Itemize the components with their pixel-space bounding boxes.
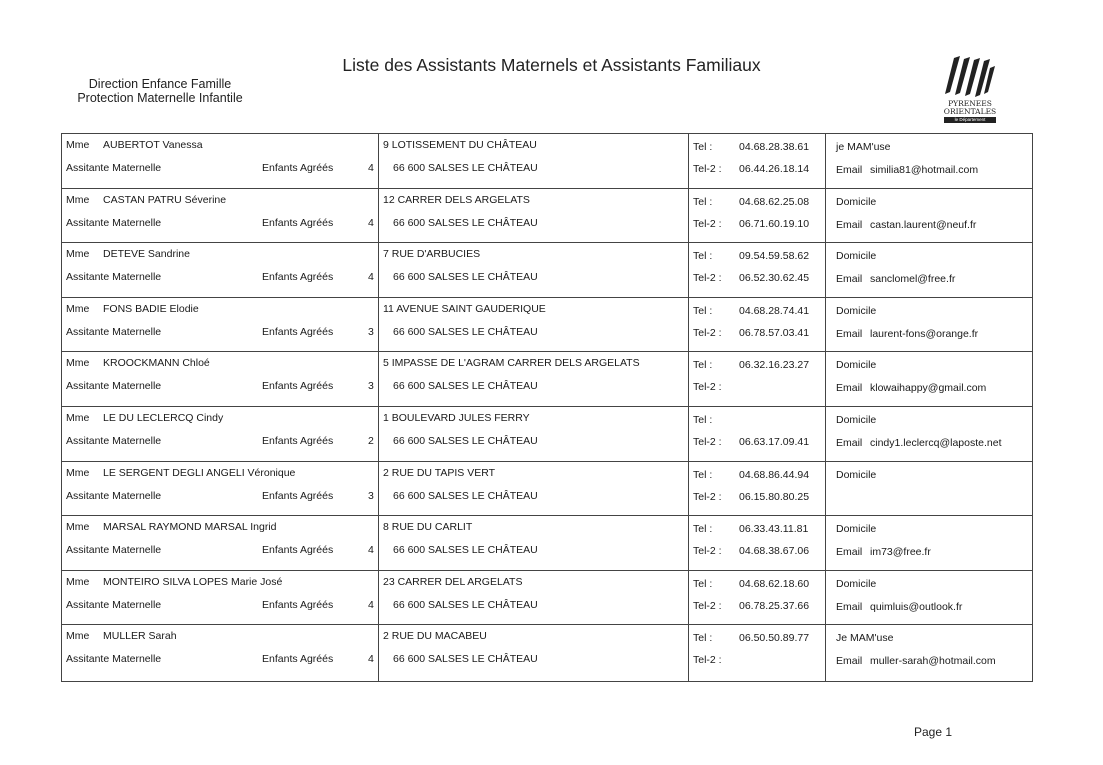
city: 66 600 SALSES LE CHÂTEAU [393, 598, 538, 611]
person-cell [62, 352, 379, 406]
tel2-value: 04.68.38.67.06 [739, 545, 810, 558]
person-cell [62, 625, 379, 681]
table-row [62, 571, 1033, 626]
agreed-children-label: Enfants Agréés [262, 598, 334, 611]
phone-cell [689, 625, 826, 681]
agreed-children-label: Enfants Agréés [262, 325, 334, 338]
tel2-label: Tel-2 : [693, 217, 722, 230]
org-line-2: Protection Maternelle Infantile [77, 91, 243, 105]
contact-cell [826, 134, 1033, 188]
table-row [62, 134, 1033, 189]
role: Assitante Maternelle [66, 325, 162, 338]
city: 66 600 SALSES LE CHÂTEAU [393, 271, 538, 284]
phone-cell [689, 189, 826, 243]
email-label: Email [836, 436, 863, 449]
email-label: Email [836, 382, 863, 395]
email-value[interactable]: castan.laurent@neuf.fr [870, 218, 977, 231]
tel2-label: Tel-2 : [693, 435, 722, 448]
assistants-table [61, 133, 1033, 682]
tel2-value: 06.52.30.62.45 [739, 272, 810, 285]
agreed-children-count: 3 [368, 380, 374, 393]
agreed-children-label: Enfants Agréés [262, 489, 334, 502]
document-title: Liste des Assistants Maternels et Assistants Familiaux [342, 55, 761, 75]
role: Assitante Maternelle [66, 162, 162, 174]
phone-cell [689, 516, 826, 570]
person-name: AUBERTOT Vanessa [103, 139, 203, 151]
care-place: je MAM'use [836, 141, 891, 153]
phone-cell [689, 243, 826, 297]
tel2-value: 06.63.17.09.41 [739, 435, 810, 448]
person-cell [62, 462, 379, 516]
tel-label: Tel : [693, 359, 713, 372]
person-name: LE DU LECLERCQ Cindy [103, 411, 224, 424]
agreed-children-label: Enfants Agréés [262, 434, 334, 447]
tel-value: 06.32.16.23.27 [739, 359, 810, 372]
care-place: Domicile [836, 577, 877, 590]
city: 66 600 SALSES LE CHÂTEAU [393, 434, 538, 447]
role: Assitante Maternelle [66, 380, 162, 393]
phone-cell [689, 352, 826, 406]
tel2-label: Tel-2 : [693, 163, 722, 175]
logo-text-line-1: PYRENEES [948, 99, 992, 108]
street-address: 12 CARRER DELS ARGELATS [383, 193, 530, 206]
city: 66 600 SALSES LE CHÂTEAU [393, 653, 538, 666]
care-place: Domicile [836, 523, 877, 536]
tel-value: 04.68.62.25.08 [739, 195, 810, 208]
civility: Mme [66, 630, 90, 643]
agreed-children-count: 3 [368, 325, 374, 338]
address-cell [379, 134, 689, 188]
role: Assitante Maternelle [66, 653, 162, 666]
street-address: 5 IMPASSE DE L'AGRAM CARRER DELS ARGELATS [383, 357, 640, 370]
tel2-label: Tel-2 : [693, 545, 722, 558]
address-cell [379, 625, 689, 681]
contact-cell [826, 625, 1033, 681]
logo-badge: le Département [944, 117, 996, 123]
address-cell [379, 516, 689, 570]
tel2-value: 06.71.60.19.10 [739, 217, 810, 230]
tel2-value: 06.78.25.37.66 [739, 599, 810, 612]
person-name: CASTAN PATRU Séverine [103, 193, 227, 206]
logo-stripes-icon [940, 52, 1000, 100]
email-value[interactable]: im73@free.fr [870, 546, 931, 559]
contact-cell [826, 298, 1033, 352]
email-value[interactable]: klowaihappy@gmail.com [870, 382, 987, 395]
tel2-label: Tel-2 : [693, 381, 722, 394]
tel-value: 04.68.28.38.61 [739, 141, 810, 153]
tel-label: Tel : [693, 523, 713, 536]
email-label: Email [836, 600, 863, 613]
email-value[interactable]: similia81@hotmail.com [870, 164, 979, 176]
agreed-children-count: 4 [368, 598, 374, 611]
tel-value: 04.68.86.44.94 [739, 468, 810, 481]
city: 66 600 SALSES LE CHÂTEAU [393, 380, 538, 393]
tel-label: Tel : [693, 195, 713, 208]
agreed-children-label: Enfants Agréés [262, 380, 334, 393]
address-cell [379, 571, 689, 625]
agreed-children-count: 4 [368, 216, 374, 229]
contact-cell [826, 571, 1033, 625]
role: Assitante Maternelle [66, 434, 162, 447]
civility: Mme [66, 411, 90, 424]
tel-label: Tel : [693, 468, 713, 481]
agreed-children-label: Enfants Agréés [262, 653, 334, 666]
address-cell [379, 243, 689, 297]
tel-value: 06.33.43.11.81 [739, 523, 809, 536]
city: 66 600 SALSES LE CHÂTEAU [393, 325, 538, 338]
person-name: MULLER Sarah [103, 630, 177, 643]
civility: Mme [66, 139, 90, 151]
table-row [62, 189, 1033, 244]
tel-label: Tel : [693, 632, 713, 645]
city: 66 600 SALSES LE CHÂTEAU [393, 216, 538, 229]
street-address: 2 RUE DU TAPIS VERT [383, 466, 496, 479]
role: Assitante Maternelle [66, 598, 162, 611]
contact-cell [826, 462, 1033, 516]
agreed-children-label: Enfants Agréés [262, 216, 334, 229]
organization-block [60, 77, 260, 105]
person-cell [62, 243, 379, 297]
table-row [62, 516, 1033, 571]
tel-label: Tel : [693, 413, 713, 426]
person-cell [62, 571, 379, 625]
email-label: Email [836, 218, 863, 231]
tel2-value: 06.44.26.18.14 [739, 163, 810, 175]
email-label: Email [836, 655, 863, 668]
agreed-children-count: 4 [368, 653, 374, 666]
agreed-children-count: 4 [368, 271, 374, 284]
care-place: Domicile [836, 413, 877, 426]
care-place: Domicile [836, 304, 877, 317]
table-row [62, 462, 1033, 517]
tel2-label: Tel-2 : [693, 326, 722, 339]
logo-text [940, 100, 1000, 116]
person-name: MONTEIRO SILVA LOPES Marie José [103, 575, 283, 588]
tel-label: Tel : [693, 250, 713, 263]
civility: Mme [66, 302, 90, 315]
contact-cell [826, 243, 1033, 297]
email-label: Email [836, 327, 863, 340]
civility: Mme [66, 248, 90, 261]
tel-label: Tel : [693, 304, 713, 317]
street-address: 11 AVENUE SAINT GAUDERIQUE [383, 302, 546, 315]
agreed-children-count: 2 [368, 434, 374, 447]
street-address: 9 LOTISSEMENT DU CHÂTEAU [383, 139, 537, 151]
role: Assitante Maternelle [66, 216, 162, 229]
email-value[interactable]: quimluis@outlook.fr [870, 600, 963, 613]
table-row [62, 352, 1033, 407]
person-name: LE SERGENT DEGLI ANGELI Véronique [103, 466, 296, 479]
tel-value: 09.54.59.58.62 [739, 250, 810, 263]
address-cell [379, 462, 689, 516]
logo-text-line-2: ORIENTALES [943, 107, 997, 116]
tel2-value: 06.15.80.80.25 [739, 490, 810, 503]
table-row [62, 243, 1033, 298]
role: Assitante Maternelle [66, 544, 162, 557]
role: Assitante Maternelle [66, 271, 162, 284]
city: 66 600 SALSES LE CHÂTEAU [393, 489, 538, 502]
person-name: FONS BADIE Elodie [103, 302, 199, 315]
agreed-children-count: 4 [368, 544, 374, 557]
contact-cell [826, 516, 1033, 570]
care-place: Domicile [836, 195, 877, 208]
phone-cell [689, 571, 826, 625]
agreed-children-label: Enfants Agréés [262, 271, 334, 284]
civility: Mme [66, 466, 90, 479]
tel2-label: Tel-2 : [693, 490, 722, 503]
person-name: DETEVE Sandrine [103, 248, 190, 261]
address-cell [379, 352, 689, 406]
tel2-value: 06.78.57.03.41 [739, 326, 810, 339]
tel-label: Tel : [693, 577, 713, 590]
email-label: Email [836, 164, 863, 176]
civility: Mme [66, 521, 90, 534]
care-place: Domicile [836, 359, 877, 372]
email-label: Email [836, 546, 863, 559]
street-address: 23 CARRER DEL ARGELATS [383, 575, 523, 588]
contact-cell [826, 407, 1033, 461]
email-value[interactable]: laurent-fons@orange.fr [870, 327, 979, 340]
tel2-label: Tel-2 : [693, 599, 722, 612]
contact-cell [826, 352, 1033, 406]
address-cell [379, 189, 689, 243]
agreed-children-count: 3 [368, 489, 374, 502]
agreed-children-label: Enfants Agréés [262, 162, 334, 174]
email-label: Email [836, 273, 863, 286]
civility: Mme [66, 357, 90, 370]
phone-cell [689, 298, 826, 352]
agreed-children-label: Enfants Agréés [262, 544, 334, 557]
table-row [62, 298, 1033, 353]
street-address: 8 RUE DU CARLIT [383, 521, 473, 534]
city: 66 600 SALSES LE CHÂTEAU [393, 544, 538, 557]
civility: Mme [66, 575, 90, 588]
contact-cell [826, 189, 1033, 243]
street-address: 2 RUE DU MACABEU [383, 630, 487, 643]
tel-value: 04.68.62.18.60 [739, 577, 810, 590]
address-cell [379, 298, 689, 352]
email-value[interactable]: cindy1.leclercq@laposte.net [870, 436, 1002, 449]
page-number: Page 1 [914, 725, 953, 739]
tel-label: Tel : [693, 141, 713, 153]
street-address: 1 BOULEVARD JULES FERRY [383, 411, 530, 424]
phone-cell [689, 407, 826, 461]
phone-cell [689, 462, 826, 516]
address-cell [379, 407, 689, 461]
email-value[interactable]: muller-sarah@hotmail.com [870, 655, 996, 668]
care-place: Domicile [836, 250, 877, 263]
care-place: Je MAM'use [836, 632, 894, 645]
city: 66 600 SALSES LE CHÂTEAU [393, 162, 538, 174]
person-cell [62, 189, 379, 243]
person-cell [62, 407, 379, 461]
email-value[interactable]: sanclomel@free.fr [870, 273, 956, 286]
role: Assitante Maternelle [66, 489, 162, 502]
person-cell [62, 134, 379, 188]
org-line-1: Direction Enfance Famille [88, 77, 232, 91]
street-address: 7 RUE D'ARBUCIES [383, 248, 481, 261]
person-name: MARSAL RAYMOND MARSAL Ingrid [103, 521, 277, 534]
tel2-label: Tel-2 : [693, 272, 722, 285]
table-row [62, 407, 1033, 462]
agreed-children-count: 4 [368, 162, 374, 174]
phone-cell [689, 134, 826, 188]
department-logo [940, 52, 1000, 124]
tel-value: 06.50.50.89.77 [739, 632, 810, 645]
civility: Mme [66, 193, 90, 206]
care-place: Domicile [836, 468, 877, 481]
tel2-label: Tel-2 : [693, 654, 722, 667]
person-name: KROOCKMANN Chloé [103, 357, 210, 370]
tel-value: 04.68.28.74.41 [739, 304, 810, 317]
person-cell [62, 298, 379, 352]
table-row [62, 625, 1033, 682]
person-cell [62, 516, 379, 570]
